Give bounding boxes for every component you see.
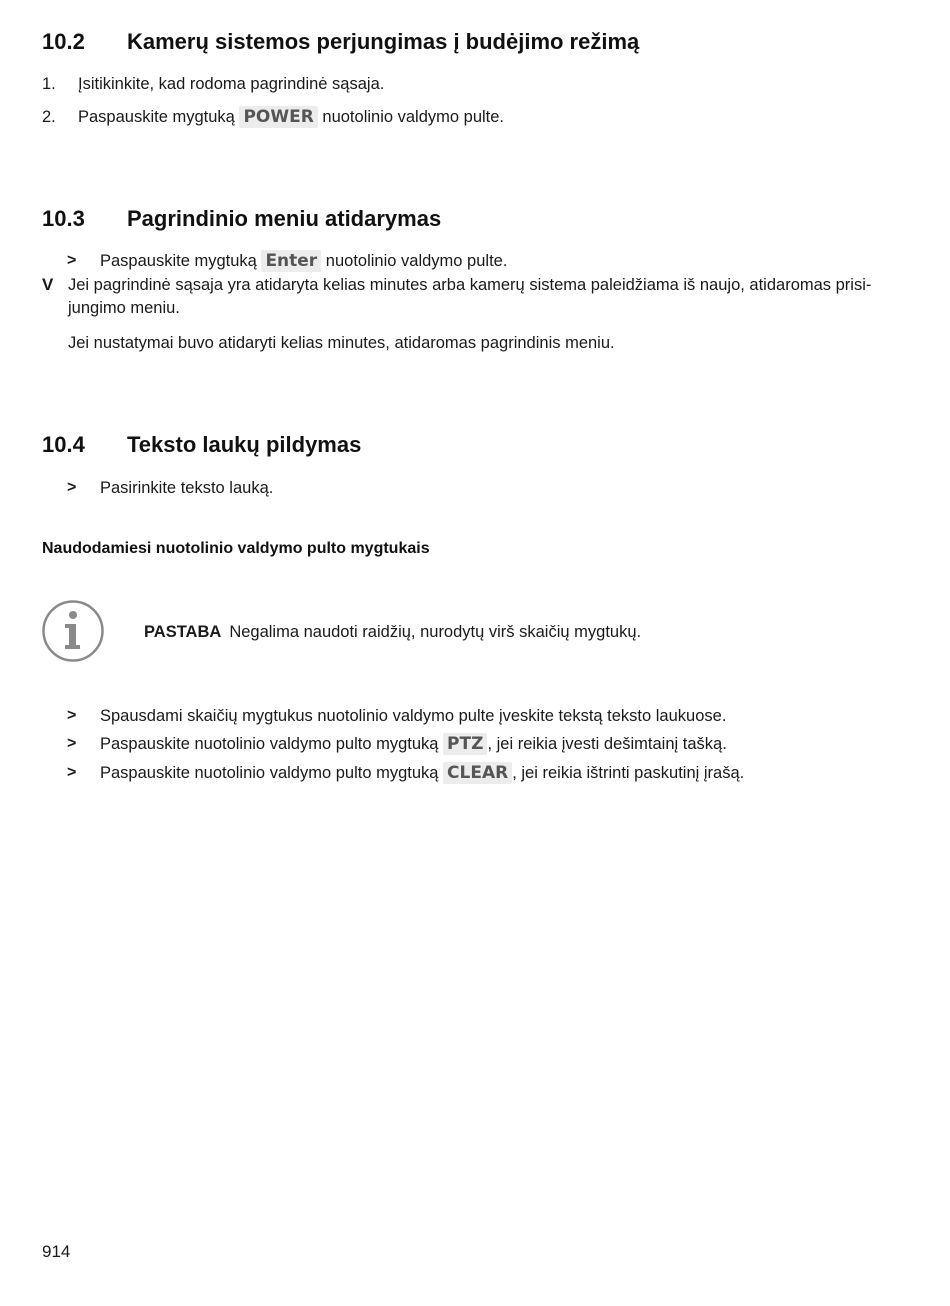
page-number: 914 [42,1242,71,1261]
section-title: Teksto laukų pildymas [127,432,362,457]
enter-key-label: Enter [261,250,321,272]
action-marker: > [67,252,77,269]
step-number: 1. [42,75,56,93]
action-text-part: , jei reikia įvesti dešimtainį tašką. [487,735,727,753]
note-label: PASTABA [144,623,222,641]
step-number: 2. [42,108,56,126]
action-marker: > [67,764,77,781]
action-marker: > [67,479,77,496]
note-text [144,621,641,643]
action-text [100,250,507,272]
clear-key-label: CLEAR [443,762,512,784]
section-heading-10-3 [42,205,441,233]
section-title: Pagrindinio meniu atidarymas [127,206,442,231]
step-text-part: nuotolinio valdymo pulte. [322,108,505,126]
action-text: Pasirinkite teksto lauką. [100,479,274,497]
action-marker: > [67,707,77,724]
ptz-key-label: PTZ [443,733,487,755]
power-key-label: POWER [239,106,317,128]
action-marker: > [67,735,77,752]
action-text: Spausdami skaičių mygtukus nuotolinio valdymo pulte įveskite tekstą teksto laukuose. [100,707,727,725]
step-text: Įsitikinkite, kad rodoma pagrindinė sąsaja. [78,75,385,93]
result-text: Jei nustatymai buvo atidaryti kelias minutes, atidaromas pagrindinis meniu. [68,334,615,352]
action-text-part: Paspauskite mygtuką [100,252,257,270]
section-heading-10-4 [42,431,361,459]
action-text-part: , jei reikia ištrinti paskutinį įrašą. [512,764,745,782]
action-text [100,733,727,755]
section-heading-10-2 [42,28,639,56]
result-marker: V [42,275,54,294]
step-text [78,106,504,128]
step-text-part: Paspauskite mygtuką [78,108,235,126]
action-text [100,762,744,784]
result-text: Jei pagrindinė sąsaja yra atidaryta kelias minutes arba kamerų sistema paleidžiama iš naujo, atidaromas prisi- [68,276,872,294]
subheading: Naudodamiesi nuotolinio valdymo pulto mygtukais [42,540,430,557]
section-number: 10.3 [42,206,85,231]
note-body: Negalima naudoti raidžių, nurodytų virš skaičių mygtukų. [229,623,642,641]
section-number: 10.4 [42,432,85,457]
action-text-part: Paspauskite nuotolinio valdymo pulto mygtuką [100,764,439,782]
action-text-part: nuotolinio valdymo pulte. [325,252,508,270]
info-icon [42,600,104,662]
action-text-part: Paspauskite nuotolinio valdymo pulto mygtuką [100,735,439,753]
section-title: Kamerų sistemos perjungimas į budėjimo režimą [127,29,640,54]
result-text: jungimo meniu. [68,299,180,317]
section-number: 10.2 [42,29,85,54]
